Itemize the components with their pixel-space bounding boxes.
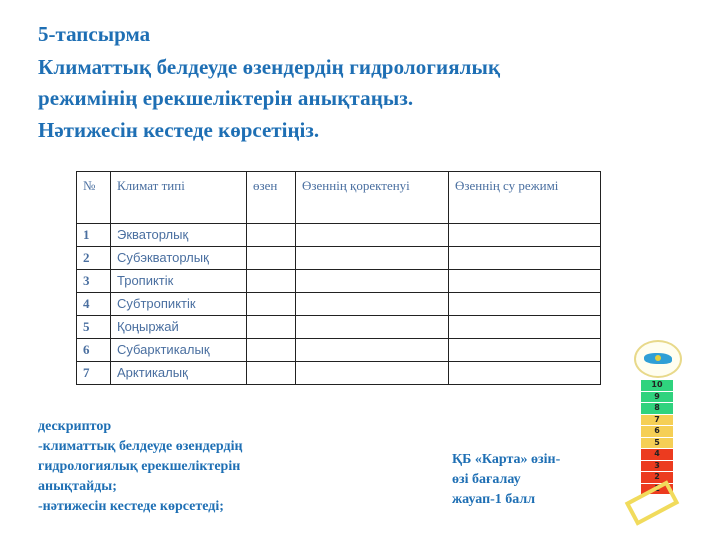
task-instruction-line1: Климаттық белдеуде өзендердің гидрологиялық <box>38 55 501 79</box>
header-river-feeding: Өзеннің қоректенуі <box>296 172 449 224</box>
descriptor-line: гидрологиялық ерекшеліктерін <box>38 459 241 474</box>
descriptor-block <box>38 417 243 517</box>
task-instruction <box>38 52 500 114</box>
header-river-regime: Өзеннің су режимі <box>449 172 601 224</box>
row-river-cell[interactable] <box>247 293 296 316</box>
row-river-cell[interactable] <box>247 316 296 339</box>
row-feeding-cell[interactable] <box>296 362 449 385</box>
table-header-row <box>77 172 601 224</box>
descriptor-line: анықтайды; <box>38 479 117 494</box>
row-number: 5 <box>77 316 111 339</box>
row-regime-cell[interactable] <box>449 247 601 270</box>
row-climate: Субтропиктік <box>111 293 247 316</box>
row-river-cell[interactable] <box>247 339 296 362</box>
task-number: 5-тапсырма <box>38 22 151 46</box>
row-river-cell[interactable] <box>247 362 296 385</box>
scale-level-10: 10 <box>641 380 673 392</box>
header-climate-type: Климат типі <box>111 172 247 224</box>
row-number: 1 <box>77 224 111 247</box>
scale-level-1: 1 <box>641 484 673 496</box>
table-row <box>77 316 601 339</box>
row-number: 2 <box>77 247 111 270</box>
table-row <box>77 362 601 385</box>
kazakhstan-map-icon <box>634 340 682 378</box>
table-row <box>77 339 601 362</box>
row-regime-cell[interactable] <box>449 270 601 293</box>
row-regime-cell[interactable] <box>449 362 601 385</box>
row-river-cell[interactable] <box>247 270 296 293</box>
row-climate: Субэкваторлық <box>111 247 247 270</box>
scale-level-3: 3 <box>641 461 673 473</box>
row-number: 4 <box>77 293 111 316</box>
row-feeding-cell[interactable] <box>296 339 449 362</box>
sun-icon <box>655 355 661 361</box>
table-row <box>77 270 601 293</box>
row-number: 7 <box>77 362 111 385</box>
table-row <box>77 224 601 247</box>
scale-level-4: 4 <box>641 449 673 461</box>
assessment-block <box>452 450 560 510</box>
scale-level-7: 7 <box>641 415 673 427</box>
scale-bars <box>641 380 673 495</box>
scale-level-8: 8 <box>641 403 673 415</box>
self-assessment-scale <box>634 340 680 495</box>
row-regime-cell[interactable] <box>449 339 601 362</box>
descriptor-title: дескриптор <box>38 419 112 434</box>
assessment-line: жауап-1 балл <box>452 492 536 507</box>
row-number: 3 <box>77 270 111 293</box>
scale-level-5: 5 <box>641 438 673 450</box>
table-row <box>77 293 601 316</box>
row-number: 6 <box>77 339 111 362</box>
row-climate: Экваторлық <box>111 224 247 247</box>
climate-rivers-table <box>76 171 601 385</box>
descriptor-line: -нәтижесін кестеде көрсетеді; <box>38 499 224 514</box>
row-climate: Субарктикалық <box>111 339 247 362</box>
row-river-cell[interactable] <box>247 224 296 247</box>
row-regime-cell[interactable] <box>449 316 601 339</box>
row-climate: Арктикалық <box>111 362 247 385</box>
card-outline-icon <box>625 480 680 525</box>
task-result-instruction: Нәтижесін кестеде көрсетіңіз. <box>38 118 320 142</box>
row-feeding-cell[interactable] <box>296 224 449 247</box>
assessment-line: өзі бағалау <box>452 472 521 487</box>
row-feeding-cell[interactable] <box>296 316 449 339</box>
row-climate: Тропиктік <box>111 270 247 293</box>
row-climate: Қоңыржай <box>111 316 247 339</box>
scale-level-6: 6 <box>641 426 673 438</box>
row-river-cell[interactable] <box>247 247 296 270</box>
row-regime-cell[interactable] <box>449 293 601 316</box>
header-river: өзен <box>247 172 296 224</box>
table-row <box>77 247 601 270</box>
task-heading-block <box>38 20 500 144</box>
row-feeding-cell[interactable] <box>296 293 449 316</box>
scale-level-9: 9 <box>641 392 673 404</box>
scale-level-2: 2 <box>641 472 673 484</box>
header-number: № <box>77 172 111 224</box>
task-instruction-line2: режимінің ерекшеліктерін анықтаңыз. <box>38 86 414 110</box>
row-feeding-cell[interactable] <box>296 247 449 270</box>
assessment-line: ҚБ «Карта» өзін- <box>452 452 561 467</box>
row-feeding-cell[interactable] <box>296 270 449 293</box>
row-regime-cell[interactable] <box>449 224 601 247</box>
descriptor-line: -климаттық белдеуде өзендердің <box>38 439 243 454</box>
